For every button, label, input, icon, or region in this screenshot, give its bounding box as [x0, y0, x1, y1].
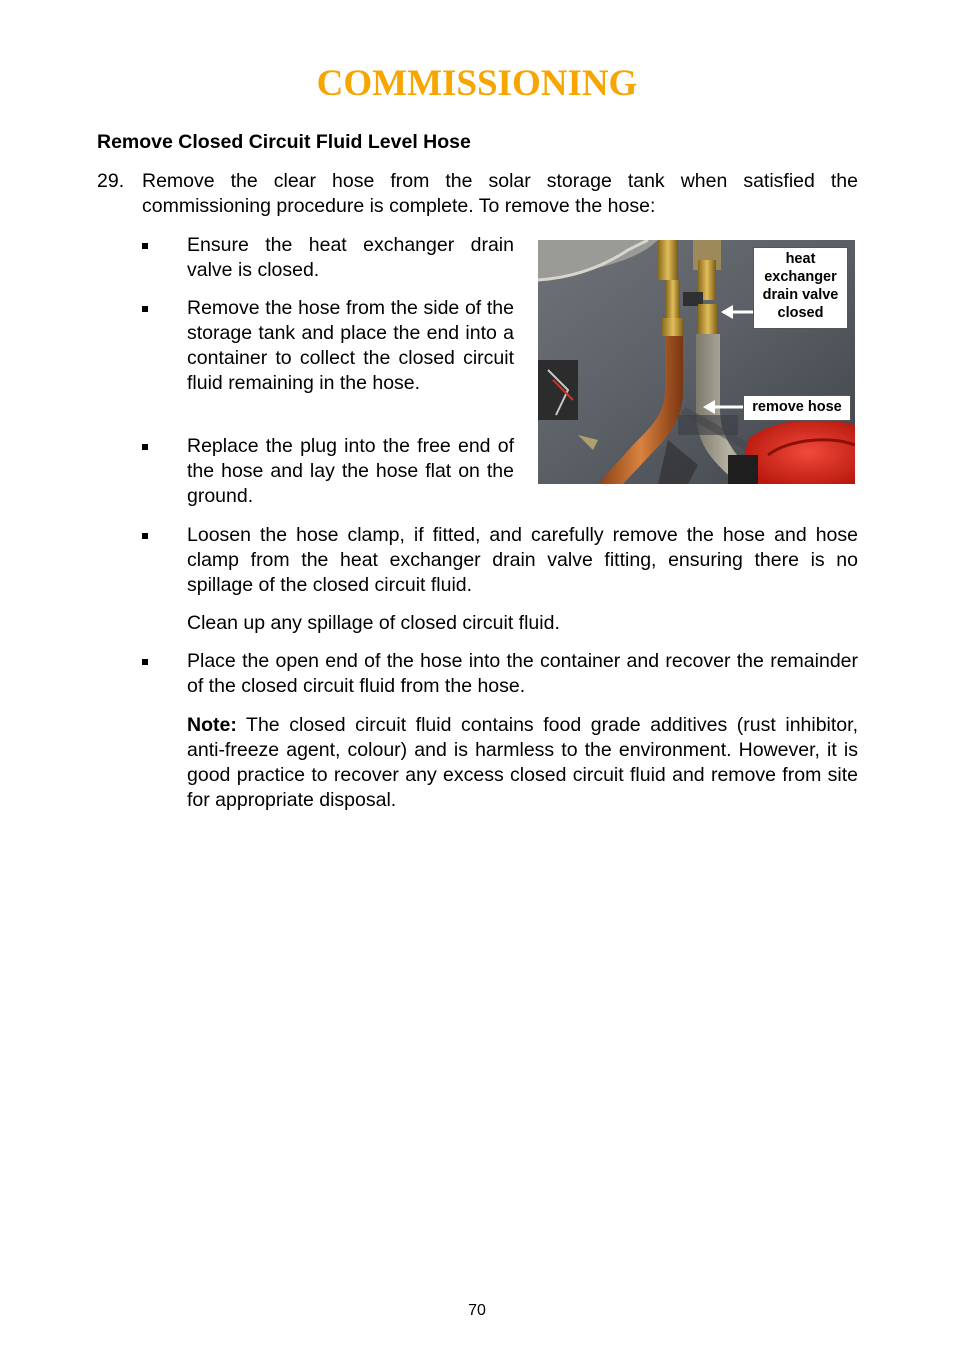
callout-drain-valve: heat exchanger drain valve closed: [753, 247, 848, 329]
callout-remove-hose: remove hose: [743, 395, 851, 421]
note-paragraph: [187, 713, 858, 813]
note-label: Note:: [187, 714, 237, 736]
bullet-square-icon: [142, 444, 148, 450]
bullet-text: Loosen the hose clamp, if fitted, and carefully remove the hose and hose clamp from the heat exchanger drain valve fitting, ensuring there is no spillage of the closed circuit fluid.: [187, 524, 858, 596]
bullet-text: Ensure the heat exchanger drain valve is closed.: [187, 234, 514, 281]
page-title: COMMISSIONING: [316, 63, 638, 104]
bullet-square-icon: [142, 306, 148, 312]
page-number: 70: [468, 1302, 486, 1319]
bullet-square-icon: [142, 243, 148, 249]
section-heading: Remove Closed Circuit Fluid Level Hose: [97, 131, 471, 153]
bullet-text: Remove the hose from the side of the storage tank and place the end into a container to collect the closed circuit fluid remaining in the hose.: [187, 297, 514, 394]
bullet-text: Place the open end of the hose into the container and recover the remainder of the closed circuit fluid from the hose.: [187, 650, 858, 697]
bullet-text: Replace the plug into the free end of the hose and lay the hose flat on the ground.: [187, 435, 514, 507]
bullet-square-icon: [142, 533, 148, 539]
bullet-square-icon: [142, 659, 148, 665]
step-text: Remove the clear hose from the solar storage tank when satisfied the commissioning procedure is complete. To remove the hose:: [142, 170, 858, 217]
step-number: 29.: [97, 170, 125, 192]
note-text: The closed circuit fluid contains food grade additives (rust inhibitor, anti-freeze agent, colour) and is harmless to the environment. However, it is good practice to recover any excess closed circuit fluid and remove from site for appropriate disposal.: [187, 714, 858, 811]
cleanup-text: Clean up any spillage of closed circuit fluid.: [187, 612, 560, 634]
